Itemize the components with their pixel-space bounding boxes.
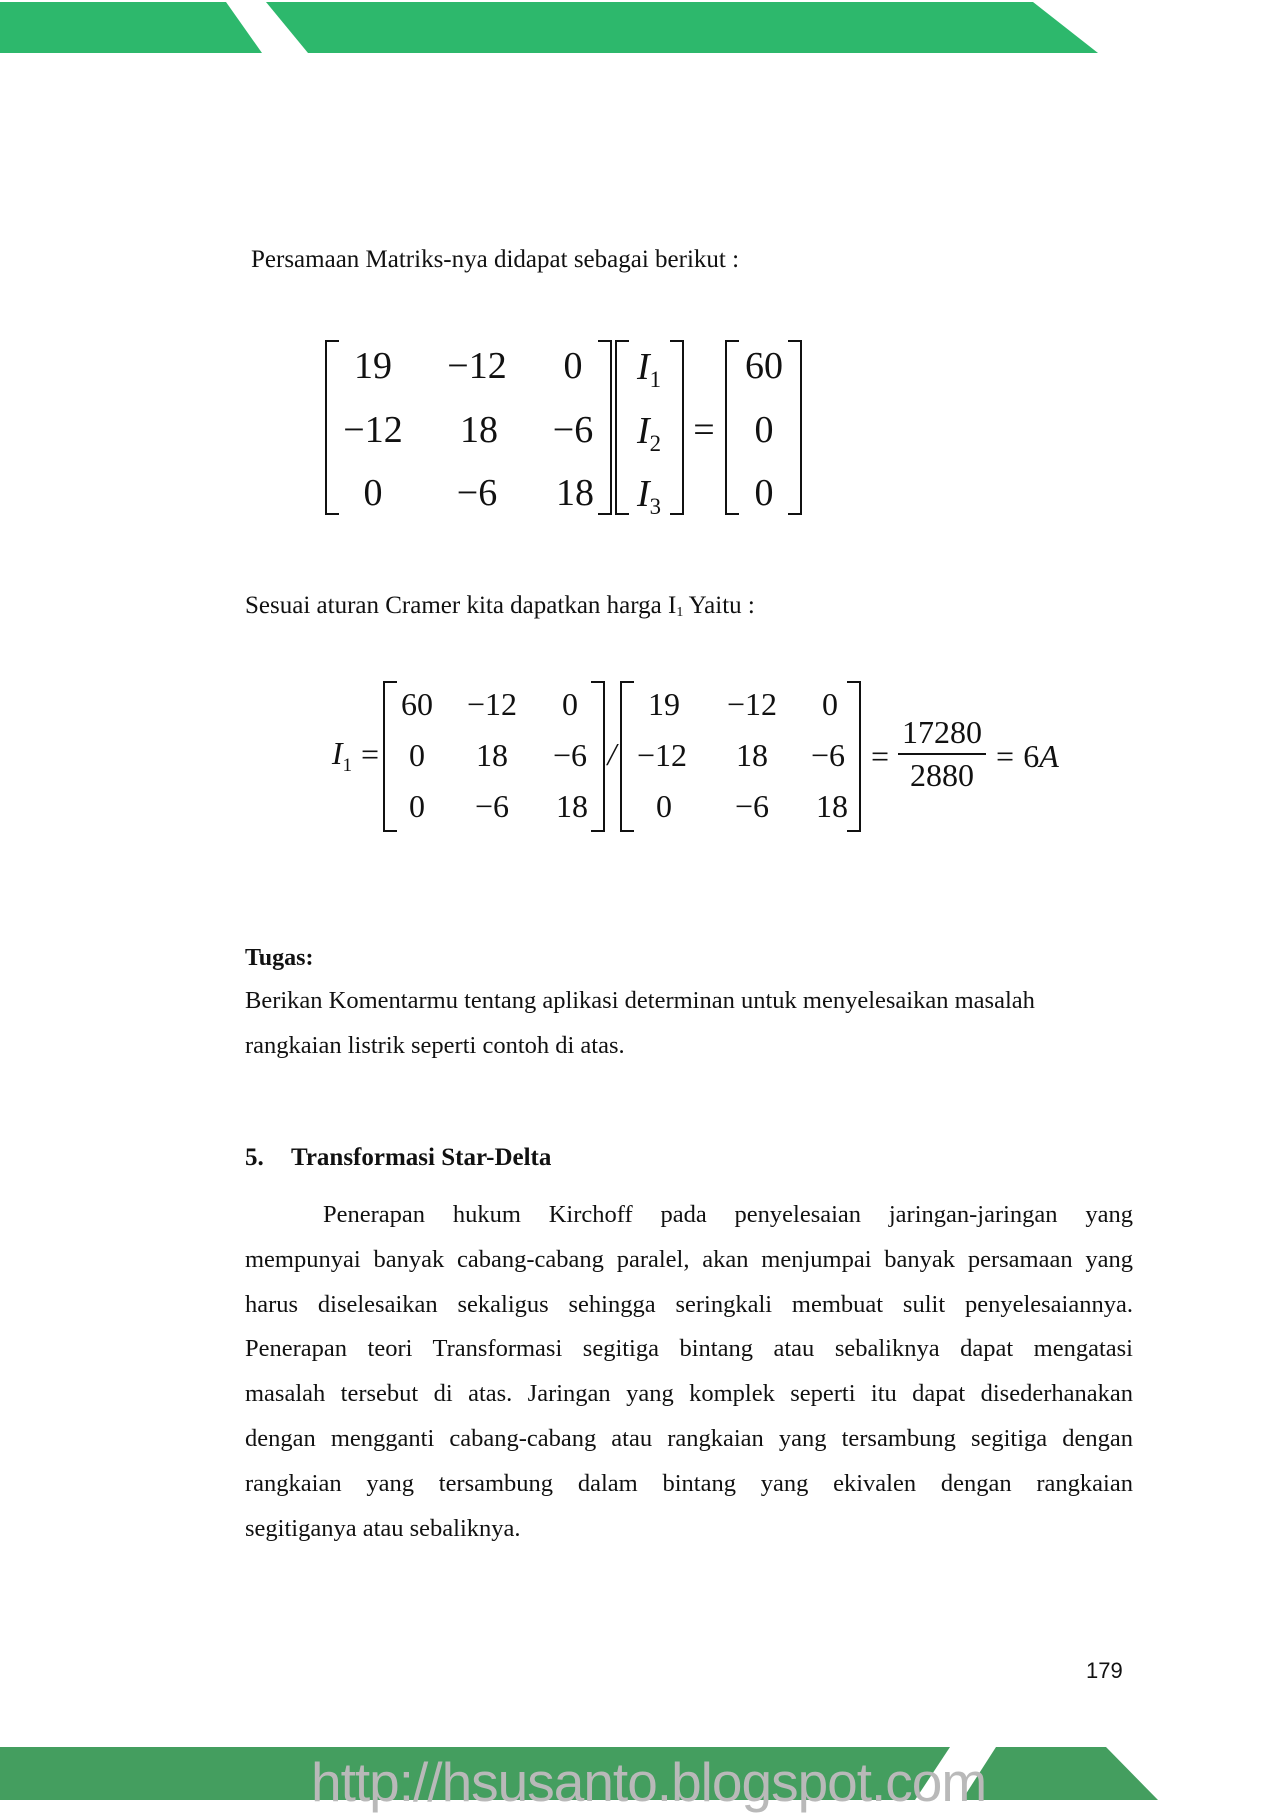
cramer-text — [245, 593, 755, 620]
task-line-2: rangkaian listrik seperti contoh di atas. — [245, 1032, 625, 1059]
matrix-cell: 19 — [354, 345, 392, 387]
paragraph-line: rangkaian yang tersambung dalam bintang yang ekivalen dengan rangkaian — [245, 1469, 1133, 1497]
unknown-symbol: I — [636, 346, 650, 389]
matrix-cell: −12 — [343, 409, 403, 451]
matrix-cell: 18 — [556, 472, 594, 514]
coefficient-matrix — [327, 340, 610, 515]
matrix-cell: 18 — [816, 788, 848, 824]
matrix-cell: −6 — [552, 737, 588, 773]
cramer-subscript: 1 — [676, 605, 684, 620]
matrix-cell: −6 — [810, 737, 846, 773]
matrix-cell: 0 — [754, 409, 774, 451]
lhs-symbol: I — [331, 735, 343, 772]
section-heading — [245, 1145, 551, 1170]
paragraph-line: segitiganya atau sebaliknya. — [245, 1514, 521, 1542]
divide-slash: / — [607, 736, 617, 772]
unknown-subscript: 1 — [649, 367, 662, 393]
result-unit: A — [1039, 738, 1059, 774]
section-paragraph — [245, 1193, 1133, 1551]
paragraph-line: Penerapan teori Transformasi segitiga bintang atau sebaliknya dapat mengatasi — [245, 1335, 1133, 1363]
fraction-denominator: 2880 — [910, 757, 974, 793]
fraction-bar — [898, 753, 986, 755]
matrix-cell: −6 — [474, 788, 510, 824]
paragraph-line: mempunyai banyak cabang-cabang paralel, akan menjumpai banyak persamaan yang — [245, 1245, 1133, 1273]
matrix-cell: −6 — [552, 409, 594, 451]
cramer-text-before: Sesuai aturan Cramer kita dapatkan harga I — [245, 592, 677, 619]
matrix-cell: 0 — [363, 472, 383, 514]
unknown-symbol: I — [636, 473, 650, 516]
matrix-cell: 0 — [656, 788, 672, 824]
paragraph-line: harus diselesaikan sekaligus sehingga seringkali membuat sulit penyelesaiannya. — [245, 1290, 1133, 1318]
matrix-cell: −6 — [734, 788, 770, 824]
unknown-symbol: I — [636, 410, 650, 453]
matrix-cell: −12 — [447, 345, 507, 387]
equals-sign: = — [995, 738, 1015, 774]
matrix-cell: 0 — [822, 686, 838, 722]
matrix-cell: −12 — [636, 737, 688, 773]
matrix-cell: 18 — [556, 788, 588, 824]
fraction-numerator: 17280 — [902, 714, 982, 750]
equals-sign: = — [360, 736, 380, 772]
task-line-1: Berikan Komentarmu tentang aplikasi determinan untuk menyelesaikan masalah — [245, 987, 1035, 1014]
section-number: 5. — [245, 1144, 264, 1171]
page-number: 179 — [1086, 1658, 1123, 1683]
matrix-cell: 0 — [409, 788, 425, 824]
denominator-matrix — [622, 681, 859, 832]
lhs-subscript: 1 — [342, 754, 353, 776]
numerator-matrix — [385, 681, 603, 832]
equals-sign: = — [693, 409, 715, 451]
paragraph-line: Penerapan hukum Kirchoff pada penyelesaian jaringan-jaringan yang — [323, 1201, 1133, 1228]
constants-vector — [727, 340, 800, 515]
matrix-cell: 0 — [563, 345, 583, 387]
matrix-cell: 60 — [745, 345, 783, 387]
paragraph-line: dengan mengganti cabang-cabang atau rangkaian yang tersambung segitiga dengan — [245, 1424, 1133, 1452]
matrix-cell: 18 — [736, 737, 768, 773]
result-value: 6 — [1023, 738, 1040, 774]
equals-sign: = — [870, 738, 890, 774]
matrix-cell: −6 — [456, 472, 498, 514]
unknowns-vector — [617, 340, 682, 520]
watermark-url: http://hsusanto.blogspot.com — [311, 1751, 987, 1813]
matrix-cell: 0 — [409, 737, 425, 773]
matrix-cell: −12 — [466, 686, 518, 722]
cramer-text-after: Yaitu : — [683, 592, 755, 619]
result — [1023, 740, 1059, 772]
task-title: Tugas: — [245, 945, 314, 971]
result-fraction — [898, 716, 986, 791]
unknown-subscript: 2 — [649, 431, 662, 457]
paragraph-line: masalah tersebut di atas. Jaringan yang komplek seperti itu dapat disederhanakan — [245, 1380, 1133, 1408]
matrix-cell: 18 — [476, 737, 508, 773]
matrix-cell: 0 — [754, 472, 774, 514]
section-title: Transformasi Star-Delta — [291, 1144, 552, 1171]
matrix-cell: 18 — [460, 409, 498, 451]
matrix-cell: 0 — [562, 686, 578, 722]
matrix-cell: 19 — [648, 686, 680, 722]
matrix-cell: −12 — [726, 686, 778, 722]
header-decoration-band — [0, 0, 1272, 56]
matrix-cell: 60 — [401, 686, 433, 722]
unknown-subscript: 3 — [649, 494, 662, 520]
intro-text: Persamaan Matriks-nya didapat sebagai berikut : — [251, 246, 740, 273]
